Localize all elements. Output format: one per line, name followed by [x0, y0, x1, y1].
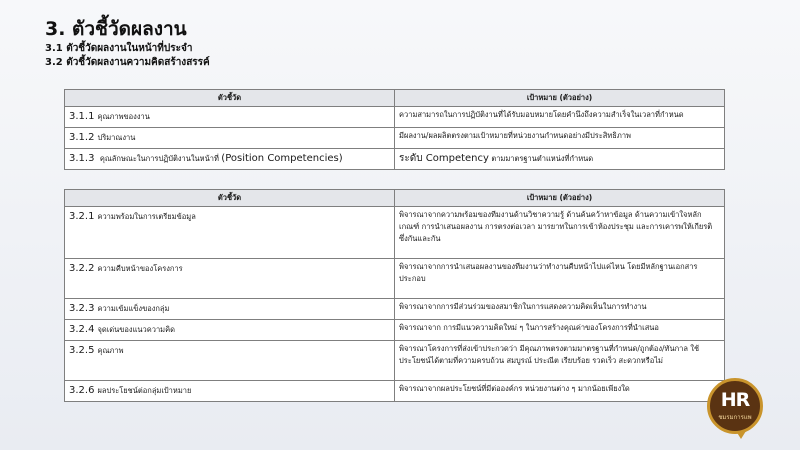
indicator-number: 3.2.4 — [69, 324, 95, 335]
indicator-cell — [65, 320, 395, 341]
subheading-3-2: 3.2 ตัวชี้วัดผลงานความคิดสร้างสรรค์ — [45, 57, 210, 68]
indicator-label: ความเข้มแข็งของกลุ่ม — [97, 304, 170, 313]
indicator-cell — [65, 107, 395, 128]
indicator-number: 3.2.3 — [69, 303, 95, 314]
indicator-number: 3.1.2 — [69, 132, 95, 143]
hr-club-logo — [707, 378, 763, 434]
indicator-cell — [65, 259, 395, 299]
indicator-number: 3.2.6 — [69, 385, 95, 396]
indicator-label-english: (Position Competencies) — [221, 153, 343, 164]
indicator-label: ความพร้อมในการเตรียมข้อมูล — [97, 212, 196, 221]
table-row — [65, 207, 725, 259]
target-lead: ระดับ Competency — [399, 153, 489, 164]
indicator-cell — [65, 299, 395, 320]
header-indicator: ตัวชี้วัด — [65, 90, 395, 107]
table-row — [65, 341, 725, 381]
indicator-cell — [65, 149, 395, 170]
logo-text: HR — [720, 389, 750, 411]
indicator-label: จุดเด่นของแนวความคิด — [97, 325, 176, 334]
indicator-cell — [65, 128, 395, 149]
indicator-label: ผลประโยชน์ต่อกลุ่มเป้าหมาย — [97, 386, 192, 395]
indicator-cell — [65, 207, 395, 259]
table-row — [65, 381, 725, 402]
indicator-cell — [65, 341, 395, 381]
table-row — [65, 149, 725, 170]
indicator-number: 3.2.2 — [69, 263, 95, 274]
kpi-table-creativity — [64, 189, 725, 402]
target-cell: พิจารณาจากการมีส่วนร่วมของสมาชิกในการแสดงความคิดเห็นในการทำงาน — [395, 299, 725, 320]
table-row — [65, 320, 725, 341]
table-header-row — [65, 90, 725, 107]
indicator-label: ปริมาณงาน — [97, 133, 136, 142]
target-text: ตามมาตรฐานตำแหน่งที่กำหนด — [491, 154, 594, 163]
table-row — [65, 299, 725, 320]
indicator-label: ความคืบหน้าของโครงการ — [97, 264, 183, 273]
subheading-3-1: 3.1 ตัวชี้วัดผลงานในหน้าที่ประจำ — [45, 43, 193, 54]
speech-bubble-tail-icon — [736, 431, 746, 439]
table-row — [65, 107, 725, 128]
target-cell: พิจารณาจาก การมีแนวความคิดใหม่ ๆ ในการสร้างคุณค่าของโครงการที่นำเสนอ — [395, 320, 725, 341]
table-row — [65, 128, 725, 149]
indicator-label: คุณภาพ — [97, 346, 124, 355]
indicator-number: 3.2.5 — [69, 345, 95, 356]
table-header-row — [65, 190, 725, 207]
target-cell — [395, 149, 725, 170]
indicator-number: 3.1.3 — [69, 153, 95, 164]
header-target: เป้าหมาย (ตัวอย่าง) — [395, 90, 725, 107]
indicator-number: 3.1.1 — [69, 111, 95, 122]
kpi-table-routine — [64, 89, 725, 170]
header-target: เป้าหมาย (ตัวอย่าง) — [395, 190, 725, 207]
logo-subtext: ชมรมการแพ — [718, 414, 752, 421]
indicator-label: คุณลักษณะในการปฏิบัติงานในหน้าที่ — [97, 154, 219, 163]
indicator-number: 3.2.1 — [69, 211, 95, 222]
header-indicator: ตัวชี้วัด — [65, 190, 395, 207]
indicator-label: คุณภาพของงาน — [97, 112, 150, 121]
target-cell: มีผลงาน/ผลผลิตตรงตามเป้าหมายที่หน่วยงานกำหนดอย่างมีประสิทธิภาพ — [395, 128, 725, 149]
target-cell: พิจารณาจากความพร้อมของทีมงานด้านวิชาความรู้ ด้านค้นคว้าหาข้อมูล ด้านความเข้าใจหลักเกณฑ์ การนำเสนอผลงาน การตรงต่อเวลา มารยาทในการเข้าห้องประชุม และการเคารพให้เกียรติซึ่งกันและกัน — [395, 207, 725, 259]
target-cell: พิจารณาจากผลประโยชน์ที่มีต่อองค์กร หน่วยงานต่าง ๆ มากน้อยเพียงใด — [395, 381, 725, 402]
target-cell: พิจารณาจากการนำเสนอผลงานของทีมงานว่าทำงานคืบหน้าไปแค่ไหน โดยมีหลักฐานเอกสารประกอบ — [395, 259, 725, 299]
target-cell: ความสามารถในการปฏิบัติงานที่ได้รับมอบหมายโดยคำนึงถึงความสำเร็จในเวลาที่กำหนด — [395, 107, 725, 128]
table-row — [65, 259, 725, 299]
target-cell: พิจารณาโครงการที่ส่งเข้าประกวดว่า มีคุณภาพตรงตามมาตรฐานที่กำหนด/ถูกต้อง/ทันกาล ใช้ประโยชน์ได้ตามที่ความครบถ้วน สมบูรณ์ ประณีต เรียบร้อย รวดเร็ว สะดวกหรือไม่ — [395, 341, 725, 381]
indicator-cell — [65, 381, 395, 402]
page-title: 3. ตัวชี้วัดผลงาน — [45, 18, 187, 40]
